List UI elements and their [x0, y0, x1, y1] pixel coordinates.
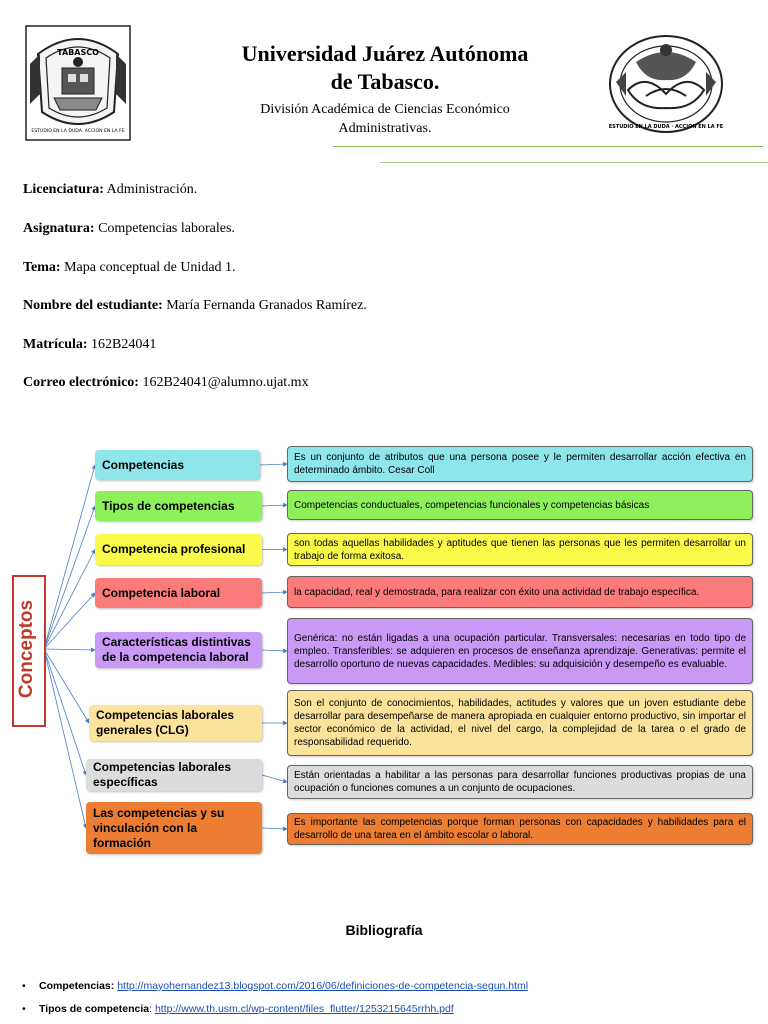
concept-definition-text: Es importante las competencias porque forman personas con capacidades y habilidades para el desarrollo de una tarea en el ámbito escolar o laboral.: [294, 817, 746, 841]
concept-definition-text: Son el conjunto de conocimientos, habilidades, actitudes y valores que un joven estudiante debe desarrollar para desempeñarse de manera apropiada en cualquier entorno productivo, sin importar el sector económico de la actividad, el nivel del cargo, la complejidad de la tarea o el grado de responsabilidad requerido.: [294, 698, 746, 748]
left-logo-motto: ESTUDIO EN LA DUDA. ACCION EN LA FE: [31, 129, 125, 134]
matricula-label: Matrícula:: [23, 337, 88, 352]
concepts-root-label: Conceptos: [16, 599, 37, 699]
connector-arrow: [262, 828, 287, 829]
title-line-2: de Tabasco.: [330, 69, 440, 94]
concept-node-label: Competencia profesional: [102, 542, 246, 556]
bullet-icon: •: [22, 1003, 26, 1015]
concept-node-label: Las competencias y su vinculación con la formación: [93, 805, 225, 850]
connector-arrow: [262, 775, 287, 782]
connector-arrow: [262, 650, 287, 651]
concept-definition: [287, 618, 753, 684]
concept-node: [95, 632, 262, 668]
tema-value: Mapa conceptual de Unidad 1.: [64, 260, 236, 275]
concept-node-label: Competencias: [102, 457, 185, 472]
bib-link[interactable]: http://mayohernandez13.blogspot.com/2016/06/definiciones-de-competencia-segun.html: [117, 980, 529, 992]
concept-definition: [287, 533, 753, 566]
bibliography-item: • Tipos de competencia: http://www.th.usm.cl/wp-content/files_flutter/1253215645rrhh.pdf: [22, 1003, 454, 1015]
concept-node: [95, 578, 262, 608]
concept-definition: [287, 765, 753, 799]
connector-line: [44, 649, 86, 828]
concept-node: [86, 759, 262, 791]
concept-definition: [287, 690, 753, 756]
licenciatura-value: Administración.: [106, 182, 198, 197]
correo-value: 162B24041@alumno.ujat.mx: [142, 375, 309, 390]
correo-label: Correo electrónico:: [23, 375, 139, 390]
concept-node-label: Tipos de competencias: [102, 498, 235, 513]
bullet-icon: •: [22, 980, 26, 992]
connector-arrow: [260, 464, 287, 465]
concept-definition-text: Genérica: no están ligadas a una ocupación particular. Transversales: necesarias en todo tipo de empleo. Transferibles: se adquieren en procesos de enseñanza aprendizaje. Generativas: permite el desarrollo oportuno de nuevas capacidades. Medibles: su adquisición y desempeño es evaluable.: [294, 632, 746, 670]
concept-definition-text: Competencias conductuales, competencias funcionales y competencias básicas: [294, 499, 650, 511]
concept-definition: [287, 446, 753, 482]
nombre-value: María Fernanda Granados Ramírez.: [166, 298, 367, 313]
asignatura-value: Competencias laborales.: [98, 221, 235, 236]
bibliography-item: [22, 980, 528, 992]
subtitle-line-2: Administrativas.: [338, 121, 432, 136]
concept-node-label: Competencias laborales específicas: [93, 760, 232, 789]
subtitle-line-1: División Académica de Ciencias Económico: [260, 102, 510, 117]
concept-node-label: Competencia laboral: [102, 585, 221, 600]
concept-definition: [287, 576, 753, 608]
concept-node-label: Competencias laborales generales (CLG): [96, 708, 235, 737]
connector-line: [44, 649, 95, 650]
connector-arrow: [262, 592, 287, 593]
connector-line: [44, 649, 86, 775]
licenciatura-label: Licenciatura:: [23, 182, 104, 197]
concept-node: [95, 491, 262, 521]
concept-node: [95, 450, 260, 480]
bib-label: Competencias:: [39, 980, 115, 992]
concept-definition-text: la capacidad, real y demostrada, para realizar con éxito una actividad de trabajo específica.: [294, 586, 700, 598]
right-logo-motto: ESTUDIO EN LA DUDA · ACCION EN LA FE: [608, 124, 724, 130]
concept-definition: [287, 490, 753, 520]
tema-label: Tema:: [23, 260, 61, 275]
concept-node-label: Características distintivas de la competencia laboral: [102, 635, 251, 664]
concept-definition-text: Es un conjunto de atributos que una persona posee y le permiten desarrollar acción efectiva en determinado ámbito. Cesar Coll: [294, 452, 746, 476]
concept-node: [86, 802, 262, 854]
asignatura-label: Asignatura:: [23, 221, 95, 236]
left-logo-top-text: TABASCO: [57, 48, 99, 57]
connector-line: [44, 506, 95, 649]
title-line-1: Universidad Juárez Autónoma: [241, 41, 529, 66]
connector-line: [44, 649, 89, 723]
concept-node: [95, 534, 262, 565]
concept-definition: [287, 813, 753, 845]
nombre-label: Nombre del estudiante:: [23, 298, 163, 313]
connector-line: [44, 550, 95, 650]
matricula-value: 162B24041: [91, 337, 157, 352]
bibliography-title: Bibliografía: [345, 922, 423, 938]
concept-node: [89, 705, 262, 741]
bib-link[interactable]: http://www.th.usm.cl/wp-content/files_flutter/1253215645rrhh.pdf: [154, 1003, 454, 1015]
concept-definition-text: son todas aquellas habilidades y aptitudes que tienen las personas que les permiten desarrollar un trabajo de forma exitosa.: [294, 537, 746, 562]
bib-label: Tipos de competencia: [39, 1003, 150, 1015]
concept-definition-text: Están orientadas a habilitar a las personas para desarrollar funciones productivas propias de una ocupación o funciones comunes a un conjunto de ocupaciones.: [294, 770, 746, 794]
connector-arrow: [262, 505, 287, 506]
